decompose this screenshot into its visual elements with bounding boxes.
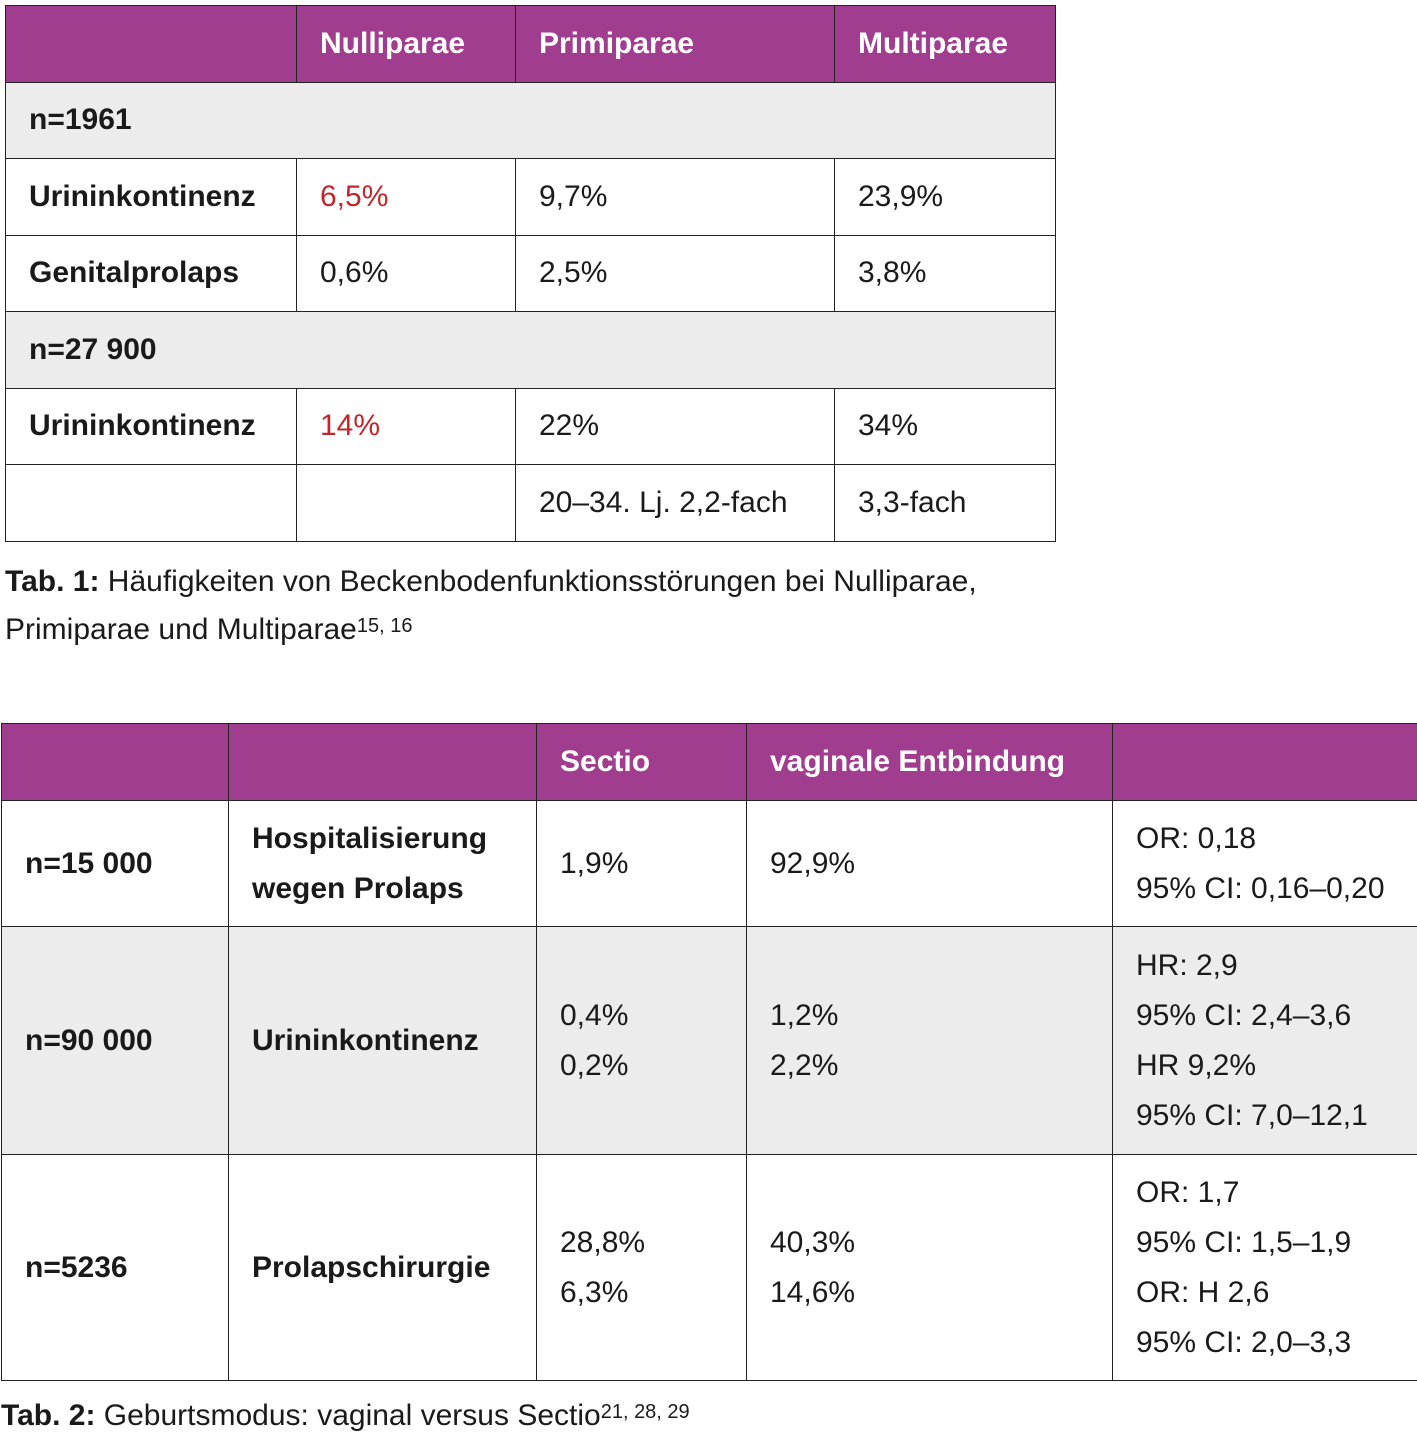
header-cell — [2, 724, 229, 801]
cell-vaginal — [747, 927, 1113, 1155]
caption-label: Tab. 1: — [5, 565, 100, 598]
cell-nulliparae: 6,5% — [297, 159, 516, 236]
cell-nulliparae — [297, 465, 516, 542]
stat-line: 95% CI: 2,4–3,6 — [1136, 998, 1352, 1032]
row-label-line: wegen Prolaps — [252, 871, 464, 905]
row-label: Urininkontinenz — [6, 159, 297, 236]
table-row — [6, 388, 1056, 465]
cell-sectio — [537, 801, 747, 927]
table-caption — [5, 558, 1105, 654]
table-row — [6, 465, 1056, 542]
table-caption — [1, 1392, 690, 1440]
cell-multiparae: 3,3-fach — [835, 465, 1056, 542]
header-cell-primiparae: Primiparae — [516, 6, 835, 83]
stat-line: 95% CI: 0,16–0,20 — [1136, 871, 1385, 905]
stat-line: 95% CI: 2,0–3,3 — [1136, 1325, 1352, 1359]
header-cell-nulliparae: Nulliparae — [297, 6, 516, 83]
row-label: Urininkontinenz — [6, 388, 297, 465]
caption-text: Geburtsmodus: vaginal versus Sectio — [95, 1399, 601, 1432]
header-cell-vaginal: vaginale Entbindung — [747, 724, 1113, 801]
group-row — [6, 82, 1056, 159]
table-header-row — [6, 6, 1056, 83]
stat-line: OR: H 2,6 — [1136, 1275, 1270, 1309]
cell-nulliparae: 0,6% — [297, 235, 516, 312]
cell-nulliparae: 14% — [297, 388, 516, 465]
header-cell — [6, 6, 297, 83]
table-delivery-mode — [1, 723, 1417, 1381]
group-label: n=1961 — [6, 82, 1056, 159]
cell-primiparae: 9,7% — [516, 159, 835, 236]
stat-line: HR: 2,9 — [1136, 948, 1238, 982]
stat-line: OR: 0,18 — [1136, 821, 1257, 855]
table-row — [2, 801, 1417, 927]
cell-line: 1,2% — [770, 998, 839, 1032]
caption-refs: 15, 16 — [356, 615, 413, 637]
cell-multiparae: 23,9% — [835, 159, 1056, 236]
cell-line: 28,8% — [560, 1225, 646, 1259]
stat-line: OR: 1,7 — [1136, 1175, 1240, 1209]
cell-line: 1,9% — [560, 846, 629, 880]
header-cell-sectio: Sectio — [537, 724, 747, 801]
stat-line: HR 9,2% — [1136, 1048, 1257, 1082]
cell-multiparae: 3,8% — [835, 235, 1056, 312]
row-n: n=5236 — [2, 1155, 229, 1381]
cell-vaginal — [747, 801, 1113, 927]
group-label: n=27 900 — [6, 312, 1056, 389]
cell-stats — [1113, 801, 1417, 927]
row-label — [6, 465, 297, 542]
table-row — [6, 235, 1056, 312]
header-cell — [1113, 724, 1417, 801]
cell-line: 92,9% — [770, 846, 856, 880]
cell-sectio — [537, 1155, 747, 1381]
stat-line: 95% CI: 7,0–12,1 — [1136, 1098, 1368, 1132]
cell-stats — [1113, 927, 1417, 1155]
cell-primiparae: 2,5% — [516, 235, 835, 312]
cell-line: 14,6% — [770, 1275, 856, 1309]
row-label — [229, 1155, 537, 1381]
table-header-row — [2, 724, 1417, 801]
caption-refs: 21, 28, 29 — [600, 1401, 690, 1423]
row-label — [229, 801, 537, 927]
cell-sectio — [537, 927, 747, 1155]
table-row — [6, 159, 1056, 236]
table-row — [2, 927, 1417, 1155]
cell-multiparae: 34% — [835, 388, 1056, 465]
cell-line: 2,2% — [770, 1048, 839, 1082]
cell-line: 0,4% — [560, 998, 629, 1032]
row-label — [229, 927, 537, 1155]
row-label-line: Urininkontinenz — [252, 1023, 479, 1057]
stat-line: 95% CI: 1,5–1,9 — [1136, 1225, 1352, 1259]
row-n: n=90 000 — [2, 927, 229, 1155]
row-n: n=15 000 — [2, 801, 229, 927]
header-cell — [229, 724, 537, 801]
cell-line: 40,3% — [770, 1225, 856, 1259]
caption-text: Häufigkeiten von Beckenbodenfunktionsstörungen bei Nulliparae, Primiparae und Multiparae — [5, 565, 977, 646]
caption-label: Tab. 2: — [1, 1399, 96, 1432]
row-label-line: Hospitalisierung — [252, 821, 488, 855]
cell-line: 0,2% — [560, 1048, 629, 1082]
cell-stats — [1113, 1155, 1417, 1381]
row-label: Genitalprolaps — [6, 235, 297, 312]
header-cell-multiparae: Multiparae — [835, 6, 1056, 83]
cell-vaginal — [747, 1155, 1113, 1381]
row-label-line: Prolapschirurgie — [252, 1250, 491, 1284]
cell-line: 6,3% — [560, 1275, 629, 1309]
group-row — [6, 312, 1056, 389]
table-frequencies — [5, 5, 1056, 542]
cell-primiparae: 20–34. Lj. 2,2-fach — [516, 465, 835, 542]
table-row — [2, 1155, 1417, 1381]
cell-primiparae: 22% — [516, 388, 835, 465]
